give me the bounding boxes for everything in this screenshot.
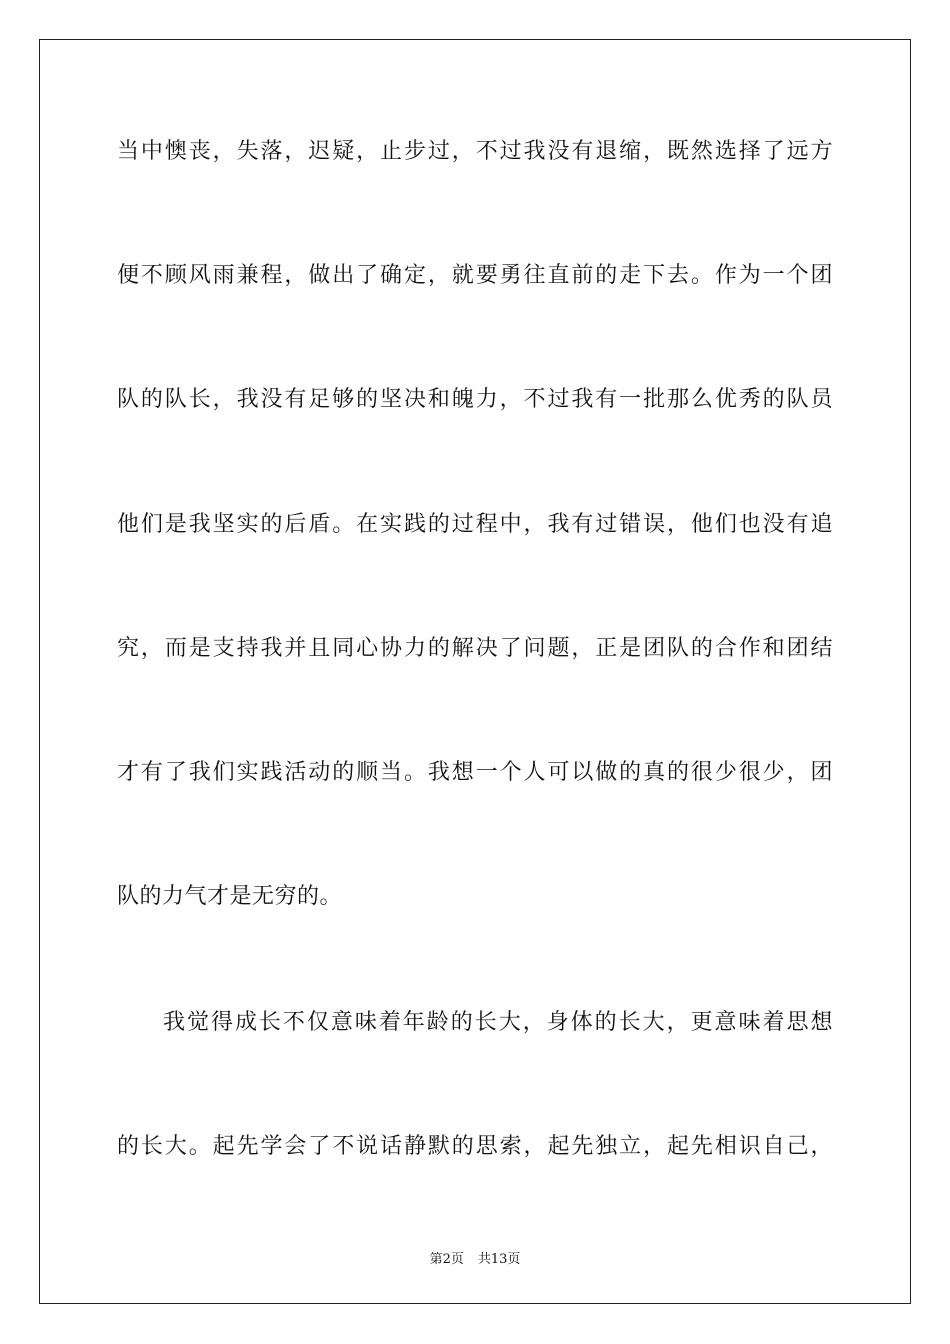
paragraph-line-2: 便不顾风雨兼程，做出了确定，就要勇往直前的走下去。作为一个团 (117, 263, 833, 288)
paragraph-line-5: 究，而是支持我并且同心协力的解决了问题，正是团队的合作和团结 (117, 636, 833, 661)
page-number: 第2页 (429, 1252, 464, 1267)
paragraph-line-4: 他们是我坚实的后盾。在实践的过程中，我有过错误，他们也没有追 (117, 512, 833, 537)
page-border (39, 39, 911, 1304)
paragraph-line-6: 才有了我们实践活动的顺当。我想一个人可以做的真的很少很少，团 (117, 760, 833, 785)
paragraph-line-3: 队的队长，我没有足够的坚决和魄力，不过我有一批那么优秀的队员 (117, 387, 833, 412)
paragraph-line-9: 的长大。起先学会了不说话静默的思索，起先独立，起先相识自己， (117, 1134, 833, 1159)
paragraph-line-8: 我觉得成长不仅意味着年龄的长大，身体的长大，更意味着思想 (163, 1010, 833, 1035)
page-total: 共13页 (477, 1252, 521, 1267)
paragraph-line-1: 当中懊丧，失落，迟疑，止步过，不过我没有退缩，既然选择了远方 (117, 139, 833, 164)
paragraph-line-7: 队的力气才是无穷的。 (117, 884, 343, 909)
page-footer (0, 1248, 950, 1267)
